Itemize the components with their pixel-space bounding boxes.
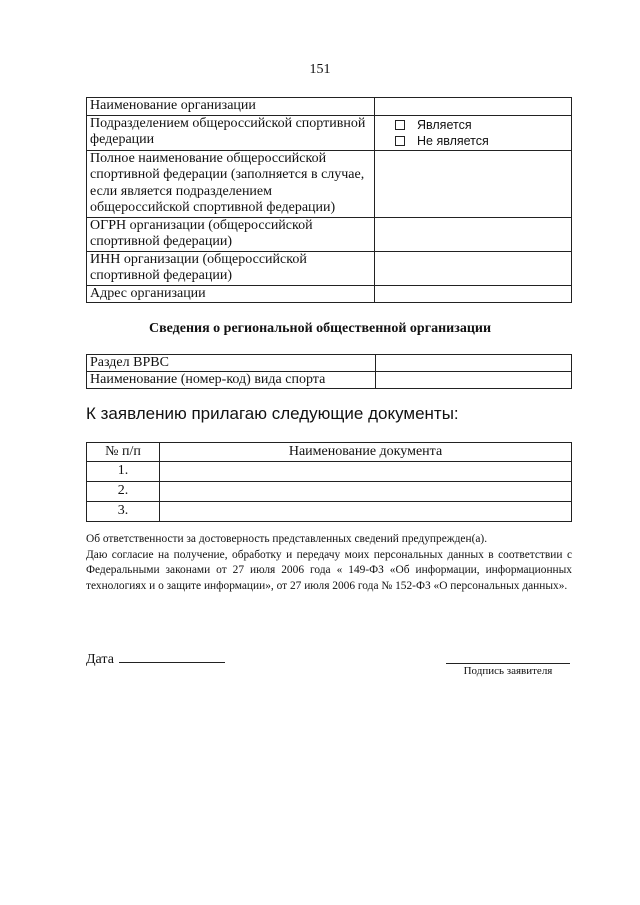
org-name-label: Наименование организации — [87, 98, 375, 116]
option-is[interactable] — [395, 117, 571, 134]
subdivision-label: Подразделением общероссийской спортивной федерации — [87, 115, 375, 150]
sport-table — [86, 354, 572, 389]
responsibility-note: Об ответственности за достоверность представленных сведений предупрежден(а). — [86, 533, 488, 545]
date-field[interactable] — [119, 650, 225, 663]
date-line — [86, 650, 225, 668]
documents-heading: К заявлению прилагаю следующие документы: — [86, 404, 459, 423]
sport-code-label: Наименование (номер-код) вида спорта — [87, 372, 376, 389]
signature-line[interactable] — [446, 663, 570, 664]
row-number: 1. — [87, 462, 160, 482]
date-label: Дата — [86, 652, 114, 667]
header-document-name: Наименование документа — [160, 443, 572, 462]
row-number: 2. — [87, 482, 160, 502]
ogrn-label: ОГРН организации (общероссийской спортивной федерации) — [87, 217, 375, 251]
document-name-field[interactable] — [160, 502, 572, 522]
option-is-label: Является — [417, 117, 472, 132]
header-number: № п/п — [87, 443, 160, 462]
signature-label: Подпись заявителя — [463, 665, 553, 677]
table-row — [87, 217, 572, 251]
table-row — [87, 115, 572, 150]
table-row — [87, 372, 572, 389]
table-row — [87, 355, 572, 372]
table-row — [87, 98, 572, 116]
subdivision-options — [375, 115, 572, 150]
address-label: Адрес организации — [87, 285, 375, 303]
table-row — [87, 502, 572, 522]
table-row — [87, 285, 572, 303]
table-row — [87, 482, 572, 502]
table-header-row — [87, 443, 572, 462]
organization-table — [86, 97, 572, 303]
document-name-field[interactable] — [160, 462, 572, 482]
document-name-field[interactable] — [160, 482, 572, 502]
vrvs-section-label: Раздел ВРВС — [87, 355, 376, 372]
inn-field[interactable] — [375, 251, 572, 285]
documents-table — [86, 442, 572, 522]
section-title: Сведения о региональной общественной организации — [148, 321, 492, 336]
notes-block — [86, 532, 572, 594]
table-row — [87, 251, 572, 285]
ogrn-field[interactable] — [375, 217, 572, 251]
option-is-not[interactable] — [395, 133, 571, 150]
consent-note: Даю согласие на получение, обработку и передачу моих персональных данных в соответствии с Федеральными законами от 27 июля 2006 года « 149-ФЗ «Об информации, информационных технологиях и о защите информации», от 27 июля 2006 года № 152-ФЗ «О персональных данных». — [86, 548, 572, 592]
checkbox-is[interactable] — [395, 120, 405, 130]
option-is-not-label: Не является — [417, 134, 489, 148]
table-row — [87, 150, 572, 217]
federation-full-name-label: Полное наименование общероссийской спортивной федерации (заполняется в случае, если является подразделением общероссийской спортивной федерации) — [87, 150, 375, 217]
address-field[interactable] — [375, 285, 572, 303]
row-number: 3. — [87, 502, 160, 522]
inn-label: ИНН организации (общероссийской спортивной федерации) — [87, 251, 375, 285]
vrvs-section-field[interactable] — [376, 355, 572, 372]
org-name-field[interactable] — [375, 98, 572, 116]
federation-full-name-field[interactable] — [375, 150, 572, 217]
table-row — [87, 462, 572, 482]
checkbox-is-not[interactable] — [395, 136, 405, 146]
sport-code-field[interactable] — [376, 372, 572, 389]
page-number: 151 — [309, 62, 331, 77]
